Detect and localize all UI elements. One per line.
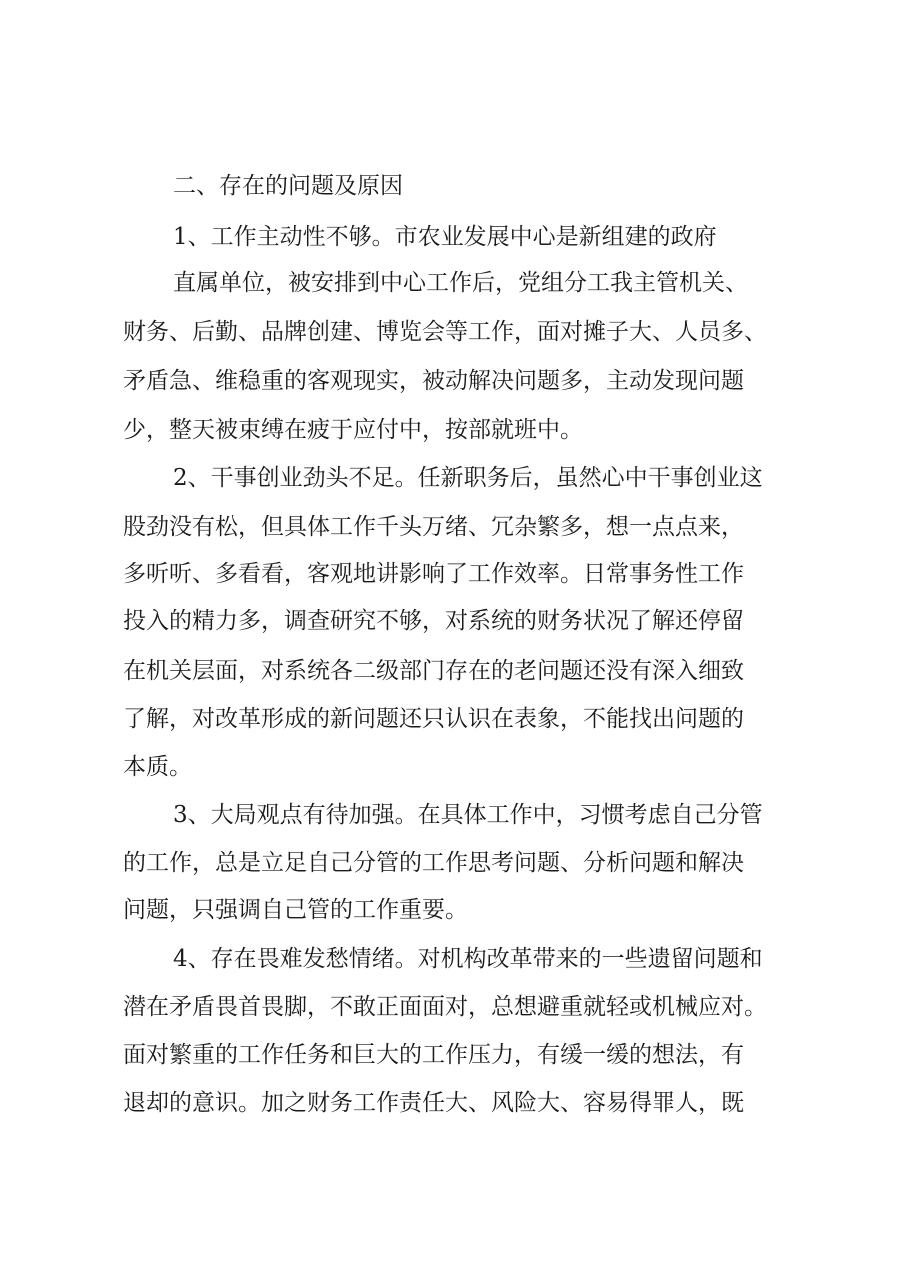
paragraph-1-line-3: 财务、后勤、品牌创建、博览会等工作，面对摊子大、人员多、 [123, 319, 767, 345]
paragraph-2-line-4: 投入的精力多，调查研究不够，对系统的财务状况了解还停留 [123, 608, 744, 634]
paragraph-2-line-3: 多听听、多看看，客观地讲影响了工作效率。日常事务性工作 [123, 561, 744, 587]
paragraph-4-line-3: 面对繁重的工作任务和巨大的工作压力，有缓一缓的想法，有 [123, 1042, 744, 1068]
paragraph-4-line-2: 潜在矛盾畏首畏脚，不敢正面面对，总想避重就轻或机械应对。 [123, 994, 767, 1020]
paragraph-4-line-1: 4、存在畏难发愁情绪。对机构改革带来的一些遗留问题和 [173, 946, 763, 972]
paragraph-3-line-2: 的工作，总是立足自己分管的工作思考问题、分析问题和解决 [123, 850, 744, 876]
paragraph-3-line-3: 问题，只强调自己管的工作重要。 [123, 897, 468, 923]
paragraph-1-line-1: 1、工作主动性不够。市农业发展中心是新组建的政府 [173, 224, 717, 250]
paragraph-1-line-2: 直属单位，被安排到中心工作后，党组分工我主管机关、 [173, 270, 748, 296]
paragraph-1-line-5: 少，整天被束缚在疲于应付中，按部就班中。 [123, 417, 583, 443]
paragraph-2-line-5: 在机关层面，对系统各二级部门存在的老问题还没有深入细致 [123, 658, 744, 684]
paragraph-4-line-4: 退却的意识。加之财务工作责任大、风险大、容易得罪人，既 [123, 1090, 744, 1116]
paragraph-2-line-1: 2、干事创业劲头不足。任新职务后，虽然心中干事创业这 [173, 465, 763, 491]
paragraph-3-line-1: 3、大局观点有待加强。在具体工作中，习惯考虑自己分管 [173, 802, 763, 828]
paragraph-2-line-2: 股劲没有松，但具体工作千头万绪、冗杂繁多，想一点点来， [123, 514, 744, 540]
paragraph-2-line-6: 了解，对改革形成的新问题还只认识在表象，不能找出问题的 [123, 706, 744, 732]
paragraph-1-line-4: 矛盾急、维稳重的客观现实，被动解决问题多，主动发现问题 [123, 368, 744, 394]
paragraph-2-line-7: 本质。 [123, 754, 192, 780]
section-heading: 二、存在的问题及原因 [173, 173, 403, 199]
